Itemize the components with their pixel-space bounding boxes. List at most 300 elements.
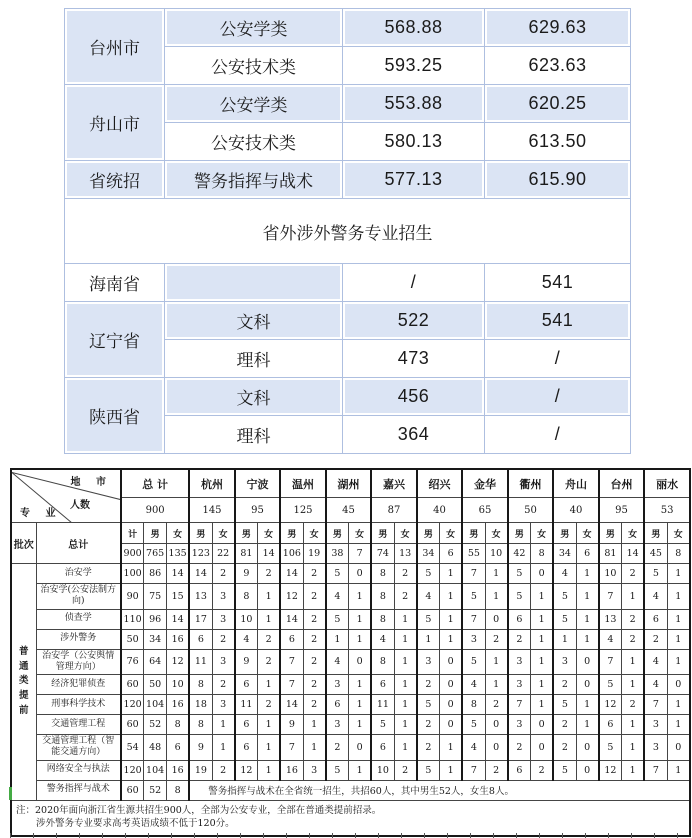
subheader-female: 女	[485, 523, 508, 544]
major-value: 1	[394, 675, 417, 695]
score-value-cell: 615.90	[485, 161, 631, 199]
major-value: 0	[349, 564, 372, 584]
major-value: 10	[371, 760, 394, 780]
major-value: 12	[235, 760, 258, 780]
major-value: 5	[553, 760, 576, 780]
score-row	[65, 85, 631, 123]
score-region-cell: 海南省	[65, 264, 165, 302]
major-value: 13	[189, 584, 212, 610]
major-value: 1	[303, 715, 326, 735]
major-value: 1	[553, 629, 576, 649]
major-value: 1	[622, 649, 645, 675]
major-value: 2	[258, 564, 281, 584]
major-value: 86	[144, 564, 167, 584]
major-value: 10	[167, 675, 190, 695]
major-value: 0	[440, 695, 463, 715]
major-value: 2	[485, 760, 508, 780]
major-value: 5	[462, 584, 485, 610]
major-value: 5	[417, 564, 440, 584]
major-value: 1	[485, 584, 508, 610]
total-value: 13	[394, 544, 417, 564]
major-value: 6	[371, 675, 394, 695]
subheader-female: 女	[258, 523, 281, 544]
city-total: 95	[235, 498, 281, 523]
city-header: 台州	[599, 469, 645, 498]
major-value: 8	[189, 715, 212, 735]
major-value: 2	[531, 760, 554, 780]
score-row	[65, 302, 631, 340]
major-value: 17	[189, 609, 212, 629]
major-label: 警务指挥与战术	[36, 780, 121, 800]
major-value: 7	[280, 735, 303, 761]
major-value: 3	[417, 649, 440, 675]
major-row	[11, 675, 690, 695]
major-value: 52	[144, 715, 167, 735]
major-value: 1	[440, 629, 463, 649]
major-value: 1	[326, 629, 349, 649]
major-value: 9	[280, 715, 303, 735]
major-value: 1	[531, 675, 554, 695]
major-value: 5	[553, 695, 576, 715]
subheader-male: 男	[508, 523, 531, 544]
major-value: 10	[599, 564, 622, 584]
subheader-male: 男	[599, 523, 622, 544]
major-value: 4	[326, 584, 349, 610]
major-value: 11	[235, 695, 258, 715]
major-value: 7	[599, 649, 622, 675]
major-value: 0	[349, 649, 372, 675]
major-value: 7	[644, 695, 667, 715]
total-value: 10	[485, 544, 508, 564]
major-value: 54	[121, 735, 144, 761]
major-value: 4	[326, 649, 349, 675]
total-value: 74	[371, 544, 394, 564]
major-value: 0	[531, 735, 554, 761]
major-value: 110	[121, 609, 144, 629]
major-label: 治安学(公安法制方向)	[36, 584, 121, 610]
major-value: 14	[189, 564, 212, 584]
major-value: 8	[371, 609, 394, 629]
city-header: 丽水	[644, 469, 690, 498]
major-value: 2	[394, 584, 417, 610]
footnote-line: 涉外警务专业要求高考英语成绩不低于120分。	[36, 818, 235, 830]
major-value: 3	[212, 584, 235, 610]
major-value: 52	[144, 780, 167, 800]
total-value: 900	[121, 544, 144, 564]
city-header: 温州	[280, 469, 326, 498]
major-value: 3	[303, 760, 326, 780]
major-label: 交通管理工程	[36, 715, 121, 735]
subheader-female: 女	[349, 523, 372, 544]
major-value: 48	[144, 735, 167, 761]
city-header: 绍兴	[417, 469, 463, 498]
major-value: 4	[235, 629, 258, 649]
score-category-cell: 文科	[165, 302, 343, 340]
major-value: 10	[235, 609, 258, 629]
subheader-male: 男	[371, 523, 394, 544]
total-value: 765	[144, 544, 167, 564]
major-value: 2	[303, 675, 326, 695]
major-value: 0	[485, 735, 508, 761]
major-value: 4	[462, 675, 485, 695]
score-row	[65, 378, 631, 416]
major-value: 1	[258, 609, 281, 629]
score-value-cell: 593.25	[343, 47, 485, 85]
major-label: 涉外警务	[36, 629, 121, 649]
major-value: 4	[417, 584, 440, 610]
major-value: 1	[349, 609, 372, 629]
major-value: 8	[167, 715, 190, 735]
major-row	[11, 649, 690, 675]
major-value: 2	[417, 715, 440, 735]
subheader: 女	[167, 523, 190, 544]
major-value: 2	[212, 629, 235, 649]
major-value: 1	[531, 609, 554, 629]
score-category-cell: 公安学类	[165, 85, 343, 123]
major-value: 16	[167, 760, 190, 780]
major-value: 1	[349, 695, 372, 715]
major-value: 2	[394, 760, 417, 780]
major-value: 0	[667, 735, 690, 761]
major-value: 1	[622, 735, 645, 761]
major-value: 0	[576, 760, 599, 780]
major-value: 5	[508, 584, 531, 610]
city-header: 宁波	[235, 469, 281, 498]
major-row	[11, 760, 690, 780]
major-value: 8	[462, 695, 485, 715]
major-value: 1	[394, 649, 417, 675]
major-value: 0	[576, 735, 599, 761]
major-value: 1	[531, 584, 554, 610]
major-value: 4	[462, 735, 485, 761]
major-value: 8	[189, 675, 212, 695]
major-value: 2	[212, 564, 235, 584]
score-value-cell: 629.63	[485, 9, 631, 47]
score-value-cell: 456	[343, 378, 485, 416]
city-total: 40	[553, 498, 599, 523]
major-value: 2	[417, 735, 440, 761]
major-value: 3	[508, 715, 531, 735]
major-value: 100	[121, 564, 144, 584]
major-value: 9	[235, 649, 258, 675]
section-title-row	[65, 199, 631, 264]
total-value: 81	[599, 544, 622, 564]
major-value: 1	[440, 735, 463, 761]
major-value: 5	[326, 760, 349, 780]
city-total: 87	[371, 498, 417, 523]
major-value: 6	[167, 735, 190, 761]
major-label: 网络安全与执法	[36, 760, 121, 780]
major-value: 5	[417, 695, 440, 715]
corner-cell	[11, 469, 121, 523]
city-header: 湖州	[326, 469, 372, 498]
major-value: 2	[258, 695, 281, 715]
score-value-cell: 613.50	[485, 123, 631, 161]
subheader: 计	[121, 523, 144, 544]
major-value: 5	[326, 564, 349, 584]
total-value: 45	[644, 544, 667, 564]
major-value: 1	[667, 760, 690, 780]
subheader-male: 男	[644, 523, 667, 544]
major-value: 2	[326, 735, 349, 761]
major-value: 64	[144, 649, 167, 675]
major-value: 1	[576, 564, 599, 584]
total-value: 34	[417, 544, 440, 564]
major-value: 2	[485, 695, 508, 715]
major-value: 120	[121, 760, 144, 780]
major-value: 5	[599, 735, 622, 761]
score-value-cell: 364	[343, 416, 485, 454]
score-category-cell: 公安学类	[165, 9, 343, 47]
major-value: 1	[349, 760, 372, 780]
major-value: 5	[599, 675, 622, 695]
subheader-row	[11, 523, 690, 544]
next-table-fragment	[10, 833, 691, 838]
major-value: 3	[326, 715, 349, 735]
batch-label: 普通类提前	[18, 645, 29, 716]
province-score-table	[64, 8, 631, 454]
city-total: 53	[644, 498, 690, 523]
subheader-female: 女	[576, 523, 599, 544]
major-value: 8	[167, 780, 190, 800]
major-value: 14	[280, 609, 303, 629]
city-total: 50	[508, 498, 554, 523]
major-value: 2	[303, 584, 326, 610]
score-value-cell: /	[343, 264, 485, 302]
city-header: 金华	[462, 469, 508, 498]
total-value: 81	[235, 544, 258, 564]
major-value: 1	[258, 715, 281, 735]
score-value-cell: 541	[485, 264, 631, 302]
score-value-cell: /	[485, 378, 631, 416]
major-value: 1	[394, 629, 417, 649]
major-value: 1	[417, 629, 440, 649]
subheader-female: 女	[394, 523, 417, 544]
major-value: 0	[440, 675, 463, 695]
total-column-header: 总 计	[121, 469, 189, 498]
major-value: 6	[235, 735, 258, 761]
footnote-line: 注：2020年面向浙江省生源共招生900人，全部为公安专业，全部在普通类提前招录。	[16, 804, 382, 816]
major-value: 1	[394, 695, 417, 715]
major-value: 1	[576, 609, 599, 629]
major-label: 刑事科学技术	[36, 695, 121, 715]
major-value: 6	[371, 735, 394, 761]
score-category-cell: 公安技术类	[165, 47, 343, 85]
major-value: 6	[235, 715, 258, 735]
major-value: 7	[462, 760, 485, 780]
major-value: 8	[371, 584, 394, 610]
major-value: 8	[371, 564, 394, 584]
major-value: 0	[531, 715, 554, 735]
major-value: 4	[644, 649, 667, 675]
major-value: 3	[326, 675, 349, 695]
total-value: 8	[531, 544, 554, 564]
major-value: 6	[326, 695, 349, 715]
score-region-cell: 陕西省	[65, 378, 165, 454]
total-value: 19	[303, 544, 326, 564]
row-note: 警务指挥与战术在全省统一招生，共招60人，其中男生52人，女生8人。	[189, 780, 690, 800]
major-value: 2	[553, 735, 576, 761]
major-value: 14	[280, 564, 303, 584]
major-value: 0	[576, 649, 599, 675]
major-value: 1	[667, 695, 690, 715]
total-value: 106	[280, 544, 303, 564]
score-value-cell: 620.25	[485, 85, 631, 123]
major-value: 14	[280, 695, 303, 715]
subheader-male: 男	[280, 523, 303, 544]
major-value: 2	[485, 629, 508, 649]
city-header-row	[11, 469, 690, 498]
major-value: 6	[280, 629, 303, 649]
subheader-female: 女	[440, 523, 463, 544]
major-value: 1	[394, 735, 417, 761]
corner-count-label: 人数	[70, 499, 90, 511]
score-category-cell: 警务指挥与战术	[165, 161, 343, 199]
major-row	[11, 609, 690, 629]
score-region-cell: 省统招	[65, 161, 165, 199]
city-total: 95	[599, 498, 645, 523]
total-value: 135	[167, 544, 190, 564]
major-value: 2	[303, 649, 326, 675]
major-value: 3	[644, 715, 667, 735]
major-value: 90	[121, 584, 144, 610]
major-value: 1	[622, 675, 645, 695]
score-value-cell: /	[485, 340, 631, 378]
major-row	[11, 780, 690, 800]
major-value: 60	[121, 715, 144, 735]
major-value: 1	[440, 609, 463, 629]
major-value: 2	[394, 564, 417, 584]
major-value: 2	[303, 629, 326, 649]
subheader-female: 女	[667, 523, 690, 544]
major-value: 18	[189, 695, 212, 715]
major-value: 3	[553, 649, 576, 675]
major-value: 1	[258, 735, 281, 761]
batch-header: 批次	[11, 523, 36, 564]
major-value: 12	[167, 649, 190, 675]
major-value: 9	[235, 564, 258, 584]
corner-major-label: 专 业	[20, 507, 62, 519]
city-header: 衢州	[508, 469, 554, 498]
subheader-female: 女	[303, 523, 326, 544]
major-value: 50	[121, 629, 144, 649]
score-value-cell: 473	[343, 340, 485, 378]
subheader-male: 男	[553, 523, 576, 544]
total-value: 22	[212, 544, 235, 564]
total-value: 7	[349, 544, 372, 564]
major-row	[11, 695, 690, 715]
total-value: 6	[440, 544, 463, 564]
major-value: 2	[303, 695, 326, 715]
major-value: 6	[644, 609, 667, 629]
total-value: 8	[667, 544, 690, 564]
major-value: 75	[144, 584, 167, 610]
major-value: 19	[189, 760, 212, 780]
major-value: 6	[508, 609, 531, 629]
major-value: 1	[531, 695, 554, 715]
major-value: 3	[462, 629, 485, 649]
major-value: 3	[212, 695, 235, 715]
major-label: 治安学	[36, 564, 121, 584]
major-value: 0	[531, 564, 554, 584]
major-value: 2	[417, 675, 440, 695]
major-value: 1	[622, 715, 645, 735]
major-value: 1	[349, 715, 372, 735]
major-value: 1	[622, 584, 645, 610]
major-value: 5	[462, 649, 485, 675]
major-value: 1	[667, 609, 690, 629]
major-value: 1	[349, 584, 372, 610]
score-value-cell: 522	[343, 302, 485, 340]
score-row	[65, 161, 631, 199]
major-value: 16	[280, 760, 303, 780]
score-row	[65, 9, 631, 47]
major-row	[11, 735, 690, 761]
major-value: 5	[326, 609, 349, 629]
major-label: 交通管理工程（智能交通方向）	[36, 735, 121, 761]
major-value: 12	[280, 584, 303, 610]
total-value: 6	[576, 544, 599, 564]
major-value: 3	[212, 649, 235, 675]
score-category-cell	[165, 264, 343, 302]
major-value: 6	[599, 715, 622, 735]
major-value: 104	[144, 695, 167, 715]
major-value: 16	[167, 695, 190, 715]
major-value: 6	[189, 629, 212, 649]
major-value: 120	[121, 695, 144, 715]
major-value: 7	[462, 564, 485, 584]
major-value: 16	[167, 629, 190, 649]
major-value: 12	[599, 695, 622, 715]
major-value: 15	[167, 584, 190, 610]
major-value: 1	[667, 564, 690, 584]
major-value: 1	[303, 735, 326, 761]
major-value: 2	[622, 564, 645, 584]
city-total: 40	[417, 498, 463, 523]
city-header: 嘉兴	[371, 469, 417, 498]
major-value: 2	[622, 695, 645, 715]
major-value: 1	[258, 760, 281, 780]
major-value: 11	[371, 695, 394, 715]
section-title: 省外涉外警务专业招生	[65, 199, 631, 264]
major-value: 0	[440, 649, 463, 675]
city-total: 145	[189, 498, 235, 523]
major-value: 7	[462, 609, 485, 629]
major-value: 5	[417, 609, 440, 629]
major-value: 4	[599, 629, 622, 649]
major-value: 12	[599, 760, 622, 780]
batch-cell	[11, 564, 36, 801]
major-value: 6	[508, 760, 531, 780]
score-value-cell: 623.63	[485, 47, 631, 85]
major-value: 1	[440, 760, 463, 780]
major-value: 60	[121, 780, 144, 800]
city-header: 舟山	[553, 469, 599, 498]
score-region-cell: 辽宁省	[65, 302, 165, 378]
major-row	[11, 715, 690, 735]
subheader-female: 女	[622, 523, 645, 544]
major-value: 2	[622, 609, 645, 629]
major-value: 6	[235, 675, 258, 695]
major-value: 2	[258, 649, 281, 675]
major-value: 1	[531, 629, 554, 649]
subheader: 男	[144, 523, 167, 544]
total-value: 42	[508, 544, 531, 564]
major-value: 1	[440, 564, 463, 584]
major-value: 2	[553, 715, 576, 735]
total-value: 14	[622, 544, 645, 564]
major-value: 0	[349, 735, 372, 761]
